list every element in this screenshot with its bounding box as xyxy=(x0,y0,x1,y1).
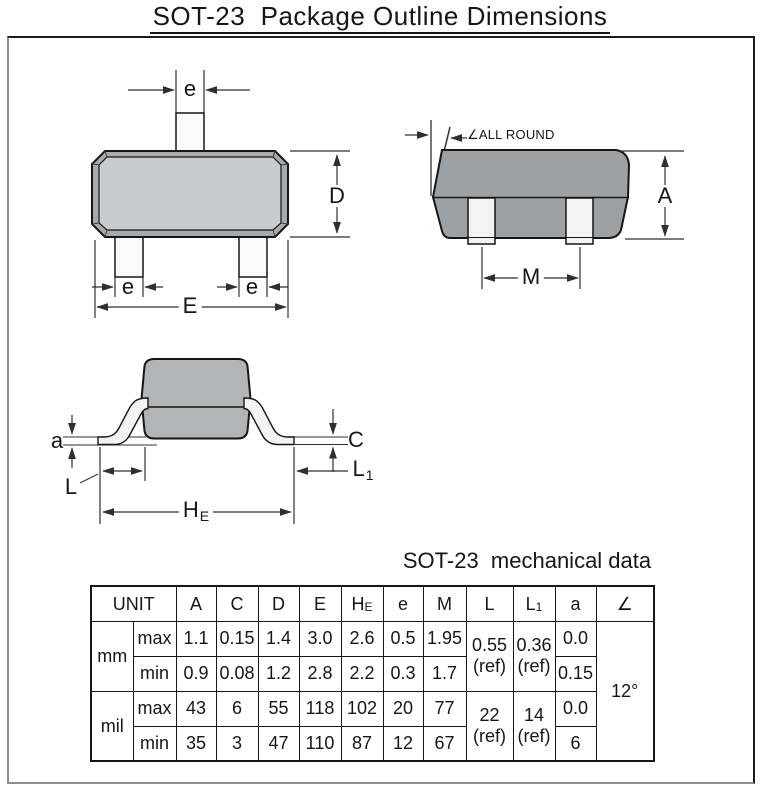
cell-mil-l1: 14 (ref) xyxy=(513,691,555,761)
front-view-drawing xyxy=(405,120,684,289)
col-header-l1: L1 xyxy=(513,586,555,621)
cell-mm-l: 0.55 (ref) xyxy=(466,621,513,691)
row-label-mil-max: max xyxy=(133,691,176,726)
cell-mil-max-e-cap: 118 xyxy=(299,691,341,726)
row-label-mm-min: min xyxy=(133,656,176,691)
cell-mil-max-m: 77 xyxy=(423,691,466,726)
unit-cell-mm: mm xyxy=(91,621,133,691)
front-view-body-outline xyxy=(433,150,629,238)
cell-mm-l1: 0.36 (ref) xyxy=(513,621,555,691)
row-label-mil-min: min xyxy=(133,726,176,761)
top-view-pin-bottom-right xyxy=(239,237,267,277)
cell-mm-max-d: 1.4 xyxy=(258,621,299,656)
cell-mil-max-a: 43 xyxy=(176,691,216,726)
table-row-mil-max xyxy=(91,691,654,726)
top-view-pin-top xyxy=(176,113,204,151)
col-header-c: C xyxy=(216,586,258,621)
cell-mil-l: 22 (ref) xyxy=(466,691,513,761)
col-header-m: M xyxy=(423,586,466,621)
col-header-e: e xyxy=(383,586,423,621)
table-title: SOT-23 mechanical data xyxy=(402,548,652,573)
top-view-pin-bottom-left xyxy=(115,237,143,277)
dim-label-a-height: A xyxy=(654,185,677,207)
cell-mil-min-m: 67 xyxy=(423,726,466,761)
cell-mm-max-e: 0.5 xyxy=(383,621,423,656)
cell-mil-max-standoff: 0.0 xyxy=(555,691,596,726)
cell-mm-min-a: 0.9 xyxy=(176,656,216,691)
cell-mm-max-e-cap: 3.0 xyxy=(299,621,341,656)
col-header-d: D xyxy=(258,586,299,621)
cell-mm-max-m: 1.95 xyxy=(423,621,466,656)
side-view-lead-right xyxy=(244,398,294,445)
cell-angle: 12° xyxy=(596,621,654,761)
cell-mil-min-c: 3 xyxy=(216,726,258,761)
dim-label-l: L xyxy=(64,474,78,499)
cell-mm-max-standoff: 0.0 xyxy=(555,621,596,656)
cell-mil-max-e: 20 xyxy=(383,691,423,726)
cell-mil-max-he: 102 xyxy=(341,691,383,726)
cell-mm-max-he: 2.6 xyxy=(341,621,383,656)
dim-label-e-bottom-left: e xyxy=(121,274,135,299)
cell-mm-min-e: 0.3 xyxy=(383,656,423,691)
cell-mil-min-d: 47 xyxy=(258,726,299,761)
dim-label-e-cap: E xyxy=(179,295,202,317)
dim-label-c: C xyxy=(348,427,364,452)
col-header-angle: ∠ xyxy=(596,586,654,621)
dim-label-e-top: e xyxy=(183,76,197,101)
page-title-text: SOT-23 Package Outline Dimensions xyxy=(150,1,611,34)
dim-label-d: D xyxy=(325,185,349,207)
cell-mm-max-c: 0.15 xyxy=(216,621,258,656)
cell-mil-min-e-cap: 110 xyxy=(299,726,341,761)
table-row-mm-max xyxy=(91,621,654,656)
unit-cell-mil: mil xyxy=(91,691,133,761)
table-header-row xyxy=(91,586,654,621)
dim-label-he: $H_E$ xyxy=(179,499,213,523)
cell-mm-max-a: 1.1 xyxy=(176,621,216,656)
col-header-he: HE xyxy=(341,586,383,621)
cell-mil-min-he: 87 xyxy=(341,726,383,761)
top-view-body-inner xyxy=(99,157,281,230)
col-header-standoff: a xyxy=(555,586,596,621)
dim-label-e-bottom-right: e xyxy=(245,274,259,299)
cell-mm-min-e-cap: 2.8 xyxy=(299,656,341,691)
cell-mil-max-c: 6 xyxy=(216,691,258,726)
col-header-unit: UNIT xyxy=(91,586,176,621)
row-label-mm-max: max xyxy=(133,621,176,656)
all-round-note: ∠ALL ROUND xyxy=(467,127,555,142)
table-row-mil-min xyxy=(91,726,654,761)
cell-mm-min-he: 2.2 xyxy=(341,656,383,691)
cell-mm-min-standoff: 0.15 xyxy=(555,656,596,691)
dim-label-l1: $L_1$ xyxy=(352,456,374,483)
mechanical-data-table xyxy=(90,585,655,762)
dim-label-m: M xyxy=(518,266,544,288)
cell-mil-max-d: 55 xyxy=(258,691,299,726)
cell-mm-min-c: 0.08 xyxy=(216,656,258,691)
dim-label-standoff: a xyxy=(50,428,64,453)
side-view-lead-left xyxy=(98,398,148,445)
cell-mil-min-e: 12 xyxy=(383,726,423,761)
side-view-body-outline xyxy=(142,359,251,439)
table-row-mm-min xyxy=(91,656,654,691)
col-header-a: A xyxy=(176,586,216,621)
cell-mm-min-d: 1.2 xyxy=(258,656,299,691)
col-header-l: L xyxy=(466,586,513,621)
cell-mil-min-a: 35 xyxy=(176,726,216,761)
cell-mil-min-standoff: 6 xyxy=(555,726,596,761)
col-header-e-cap: E xyxy=(299,586,341,621)
cell-mm-min-m: 1.7 xyxy=(423,656,466,691)
